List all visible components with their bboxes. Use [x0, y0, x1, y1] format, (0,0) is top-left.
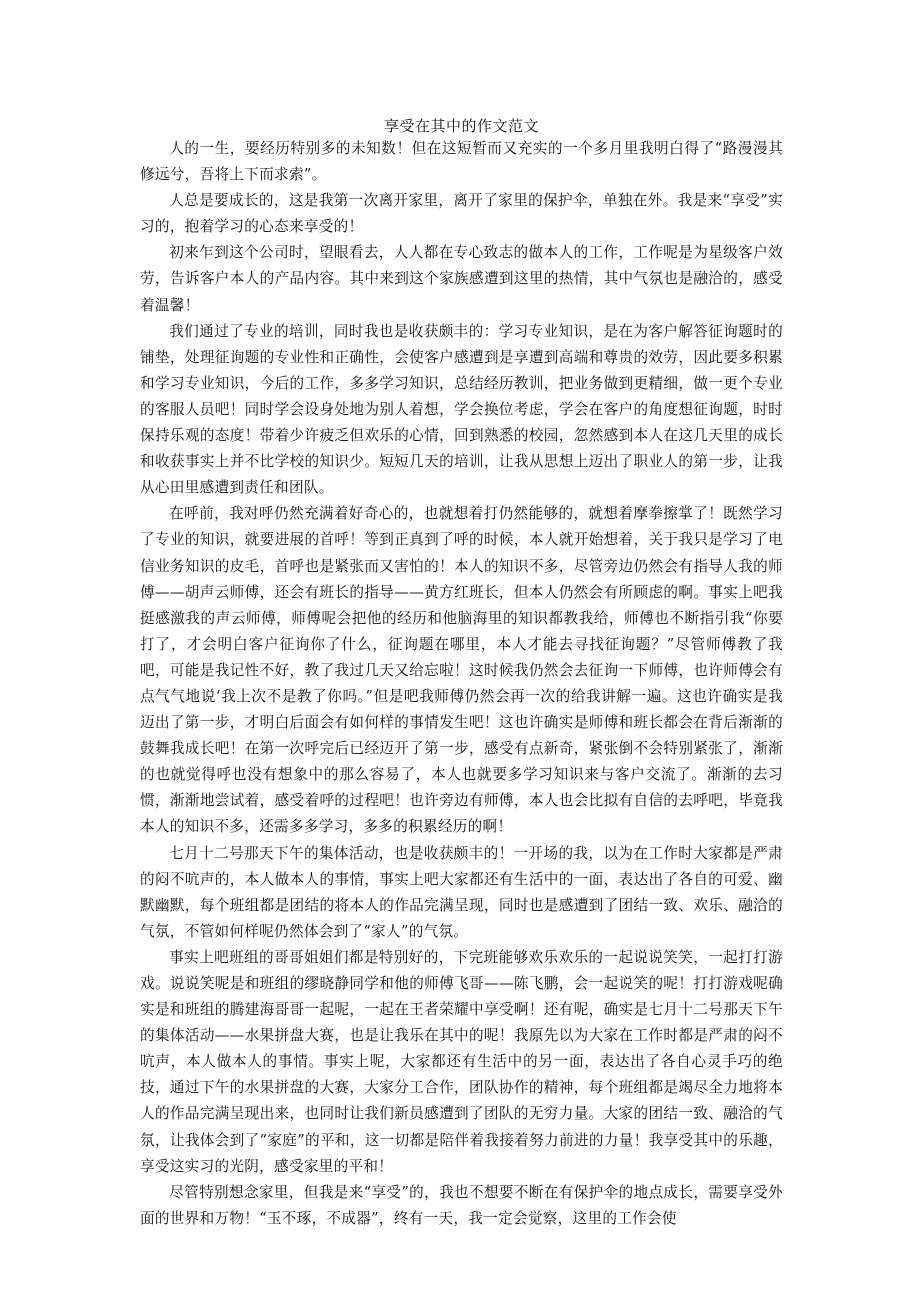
paragraph-7: 事实上吧班组的哥哥姐姐们都是特别好的，下完班能够欢乐欢乐的一起说说笑笑，一起打打游戏。说说笑呢是和班组的缪晓静同学和他的师傅飞哥——陈飞鹏，会一起说笑的呢！打打游戏呢确实是和班组的腾建海哥哥一起呢，一起在王者荣耀中享受啊！还有呢，确实是七月十二号那天下午的集体活动——水果拼盘大赛，也是让我乐在其中的呢！我原先以为大家在工作时都是严肃的闷不吭声，本人做本人的事情。事实上呢，大家都还有生活中的另一面，表达出了各自心灵手巧的绝技，通过下午的水果拼盘的大赛，大家分工合作，团队协作的精神，每个班组都是竭尽全力地将本人的作品完满呈现出来，也同时让我们新员感遭到了团队的无穷力量。大家的团结一致、融洽的气氛，让我体会到了“家庭”的平和，这一切都是陪伴着我接着努力前进的力量！我享受其中的乐趣，享受这实习的光阴，感受家里的平和！ [140, 948, 783, 1175]
paragraph-3: 初来乍到这个公司时，望眼看去，人人都在专心致志的做本人的工作，工作呢是为星级客户效劳，告诉客户本人的产品内容。其中来到这个家族感遭到这里的热情，其中气氛也是融洽的，感受着温馨！ [140, 244, 783, 314]
paragraph-6: 七月十二号那天下午的集体活动，也是收获颇丰的！一开场的我，以为在工作时大家都是严肃的闷不吭声的，本人做本人的事情，事实上吧大家都还有生活中的一面，表达出了各自的可爱、幽默幽默，每个班组都是团结的将本人的作品完满呈现，同时也是感遭到了团结一致、欢乐、融洽的气氛，不管如何样呢仍然体会到了“家人”的气氛。 [140, 844, 783, 940]
paragraph-2: 人总是要成长的，这是我第一次离开家里，离开了家里的保护伞，单独在外。我是来“享受”实习的，抱着学习的心态来享受的！ [140, 192, 783, 236]
paragraph-1: 人的一生，要经历特别多的未知数！但在这短暂而又充实的一个多月里我明白得了“路漫漫其修远兮，吾将上下而求索”。 [140, 140, 783, 184]
paragraph-8: 尽管特别想念家里，但我是来“享受”的，我也不想要不断在有保护伞的地点成长，需要享受外面的世界和万物！“玉不琢，不成器”，终有一天，我一定会觉察，这里的工作会使 [140, 1183, 783, 1227]
paragraph-5: 在呼前，我对呼仍然充满着好奇心的，也就想着打仍然能够的，就想着摩拳擦掌了！既然学习了专业的知识，就要进展的首呼！等到正真到了呼的时候，本人就开始想着，关于我只是学习了电信业务知识的皮毛，首呼也是紧张而又害怕的！本人的知识不多，尽管旁边仍然会有指导人我的师傅——胡声云师傅，还会有班长的指导——黄方红班长，但本人仍然会有所顾虑的啊。事实上吧我挺感激我的声云师傅，师傅呢会把他的经历和他脑海里的知识都教我给，师傅也不断指引我“你要打了，才会明白客户征询你了什么，征询题在哪里，本人才能去寻找征询题？”尽管师傅教了我吧，可能是我记性不好，教了我过几天又给忘啦！这时候我仍然会去征询一下师傅，也许师傅会有点气气地说‘我上次不是教了你吗。”但是吧我师傅仍然会再一次的给我讲解一遍。这也许确实是我迈出了第一步，才明白后面会有如何样的事情发生吧！这也许确实是师傅和班长都会在背后渐渐的鼓舞我成长吧！在第一次呼完后已经迈开了第一步，感受有点新奇，紧张倒不会特别紧张了，渐渐的也就觉得呼也没有想象中的那么容易了，本人也就要多学习知识来与客户交流了。渐渐的去习惯，渐渐地尝试着，感受着呼的过程吧！也许旁边有师傅，本人也会比拟有自信的去呼吧，毕竟我本人的知识不多，还需多多学习，多多的积累经历的啊！ [140, 505, 783, 836]
paragraph-4: 我们通过了专业的培训，同时我也是收获颇丰的：学习专业知识，是在为客户解答征询题时的铺垫，处理征询题的专业性和正确性，会使客户感遭到是享遭到高端和尊贵的效劳，因此要多积累和学习专业知识，今后的工作，多多学习知识，总结经历教训，把业务做到更精细，做一更个专业的客服人员吧！同时学会设身处地为别人着想，学会换位考虑，学会在客户的角度想征询题，时时保持乐观的态度！带着少许疲乏但欢乐的心情，回到熟悉的校园，忽然感到本人在这几天里的成长和收获事实上并不比学校的知识少。短短几天的培训，让我从思想上迈出了职业人的第一步，让我从心田里感遭到责任和团队。 [140, 322, 783, 497]
document-page [140, 116, 783, 1232]
document-title: 享受在其中的作文范文 [383, 117, 539, 135]
